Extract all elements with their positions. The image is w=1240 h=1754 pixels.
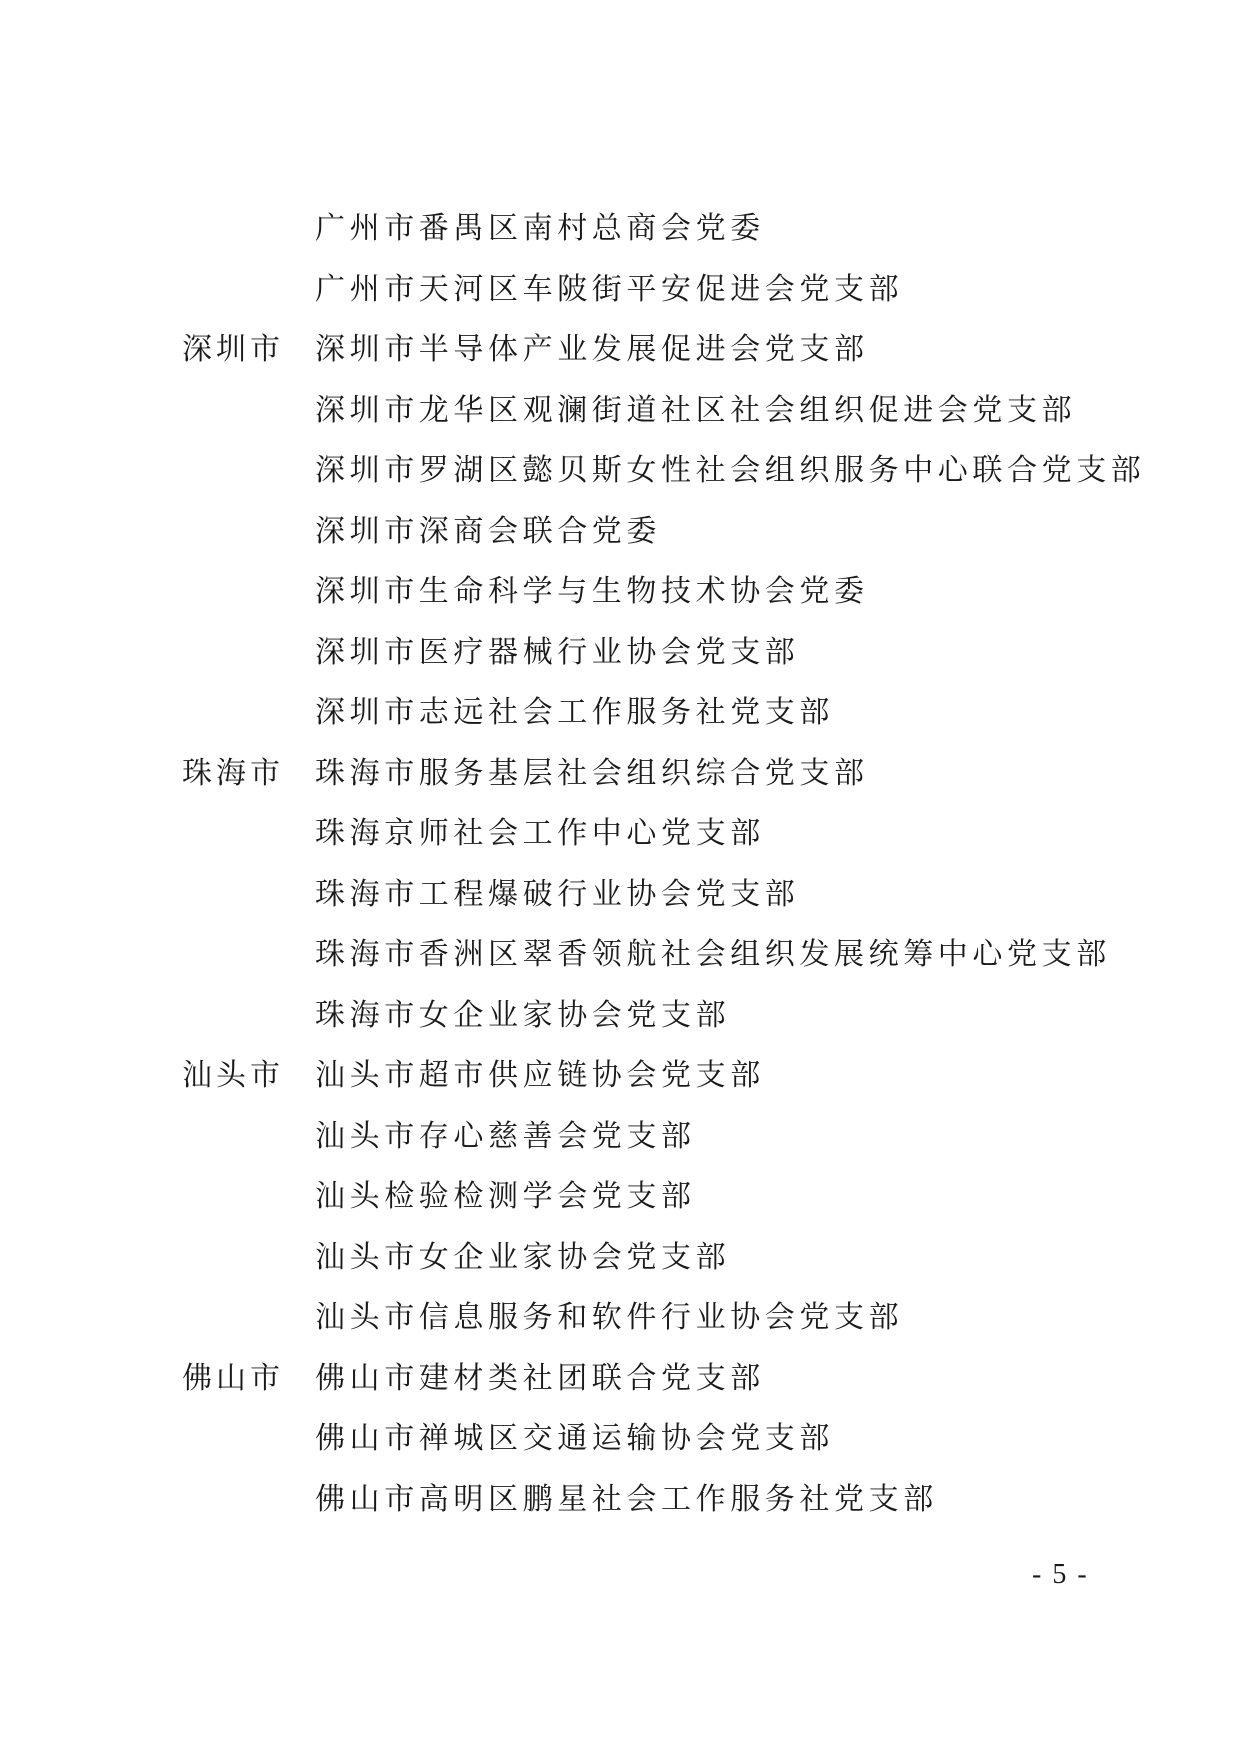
list-row	[0, 211, 1240, 275]
list-row	[0, 695, 1240, 759]
city-label: 珠海市	[182, 755, 284, 791]
organization-name: 广州市天河区车陂街平安促进会党支部	[315, 271, 904, 307]
organization-name: 深圳市志远社会工作服务社党支部	[315, 695, 834, 730]
list-row	[0, 1300, 1240, 1364]
organization-name: 佛山市禅城区交通运输协会党支部	[315, 1421, 834, 1456]
organization-name: 珠海京师社会工作中心党支部	[315, 816, 765, 851]
list-row	[0, 1058, 1240, 1122]
list-row	[0, 271, 1240, 336]
list-row	[0, 453, 1240, 517]
list-row	[0, 1360, 1240, 1425]
list-row	[0, 634, 1240, 699]
organization-name: 广州市番禺区南村总商会党委	[315, 211, 765, 246]
organization-name: 深圳市罗湖区懿贝斯女性社会组织服务中心联合党支部	[315, 453, 1146, 488]
organization-name: 深圳市龙华区观澜街道社区社会组织促进会党支部	[315, 392, 1077, 428]
list-row	[0, 1179, 1240, 1243]
organization-name: 汕头市存心慈善会党支部	[315, 1118, 696, 1154]
organization-name: 珠海市香洲区翠香领航社会组织发展统筹中心党支部	[315, 937, 1111, 972]
city-label: 佛山市	[182, 1360, 284, 1396]
organization-name: 汕头检验检测学会党支部	[315, 1179, 696, 1214]
list-row	[0, 1481, 1240, 1546]
list-row	[0, 1421, 1240, 1485]
organization-name: 汕头市女企业家协会党支部	[315, 1239, 731, 1275]
organization-name: 珠海市服务基层社会组织综合党支部	[315, 755, 869, 791]
list-row	[0, 816, 1240, 880]
list-row	[0, 997, 1240, 1062]
city-label: 深圳市	[182, 332, 284, 367]
city-label: 汕头市	[182, 1058, 284, 1093]
list-row	[0, 513, 1240, 578]
organization-name: 佛山市建材类社团联合党支部	[315, 1360, 765, 1396]
organization-name: 佛山市高明区鹏星社会工作服务社党支部	[315, 1481, 938, 1517]
list-row	[0, 1118, 1240, 1183]
organization-name: 深圳市深商会联合党委	[315, 513, 661, 549]
organization-name: 深圳市医疗器械行业协会党支部	[315, 634, 800, 670]
list-row	[0, 1239, 1240, 1304]
list-row	[0, 332, 1240, 396]
list-row	[0, 755, 1240, 820]
list-row	[0, 574, 1240, 638]
list-row	[0, 876, 1240, 941]
page-number: - 5 -	[1032, 1559, 1089, 1590]
organization-name: 深圳市生命科学与生物技术协会党委	[315, 574, 869, 609]
organization-name: 珠海市工程爆破行业协会党支部	[315, 876, 800, 912]
list-row	[0, 937, 1240, 1001]
organization-list	[0, 211, 1240, 1545]
list-row	[0, 392, 1240, 457]
organization-name: 汕头市超市供应链协会党支部	[315, 1058, 765, 1093]
organization-name: 珠海市女企业家协会党支部	[315, 997, 731, 1033]
organization-name: 汕头市信息服务和软件行业协会党支部	[315, 1300, 904, 1335]
organization-name: 深圳市半导体产业发展促进会党支部	[315, 332, 869, 367]
